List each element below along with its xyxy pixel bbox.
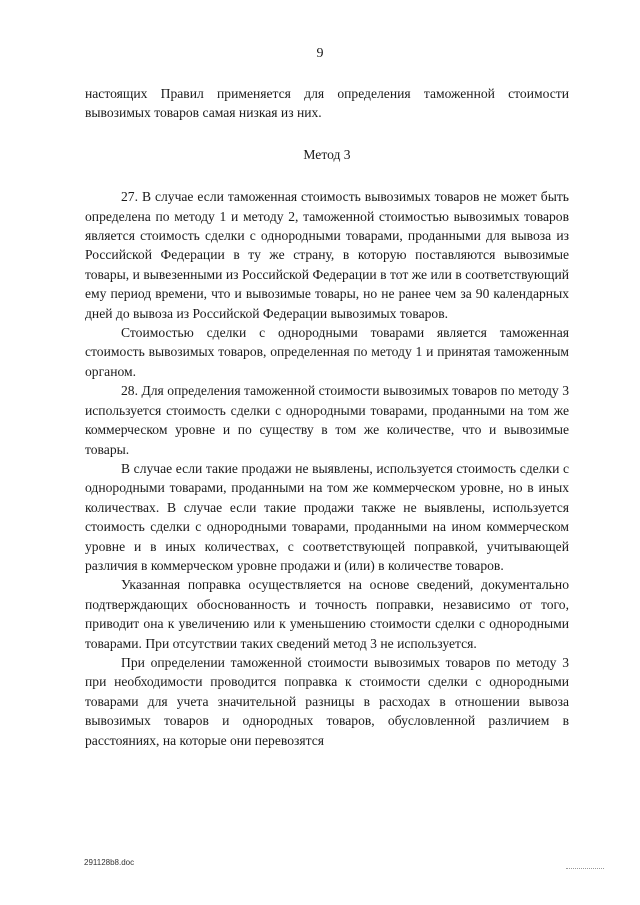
intro-paragraph: настоящих Правил применяется для определения таможенной стоимости вывозимых товаров самая низкая из них. — [85, 86, 569, 121]
footer-file-code: 291128b8.doc — [84, 858, 135, 867]
paragraph-28: 28. Для определения таможенной стоимости вывозимых товаров по методу 3 используется стоимость сделки с однородными товарами, проданными на том же коммерческом уровне и по существу в том же количестве, что и вывозимые товары. — [85, 383, 569, 457]
paragraph-28-adjustment: Указанная поправка осуществляется на основе сведений, документально подтверждающих обоснованность и точность поправки, независимо от того, приводит она к увеличению или к уменьшению стоимости сделки с однородными товарами. При отсутствии таких сведений метод 3 не используется. — [85, 577, 569, 651]
section-heading: Метод 3 — [303, 146, 351, 162]
scan-mark — [566, 868, 604, 869]
page-number: 9 — [316, 46, 324, 61]
paragraph-28-transport: При определении таможенной стоимости вывозимых товаров по методу 3 при необходимости проводится поправка к стоимости сделки с однородными товарами для учета значительной разницы в расходах в отношении вывоза вывозимых товаров и однородных товаров, обусловленной различием в расстояниях, на которые они перевозятся — [85, 654, 569, 748]
document-body — [85, 84, 569, 750]
paragraph-27-definition: Стоимостью сделки с однородными товарами является таможенная стоимость вывозимых товаров, определенная по методу 1 и принятая таможенным органом. — [85, 325, 569, 379]
paragraph-27: 27. В случае если таможенная стоимость вывозимых товаров не может быть определена по методу 1 и методу 2, таможенной стоимостью вывозимых товаров является стоимость сделки с однородными товарами, проданными для вывоза из Российской Федерации в ту же страну, в которую поставляются вывозимые товары, и вывезенными из Российской Федерации в тот же или в соответствующий ему период времени, что и вывозимые товары, но не ранее чем за 90 календарных дней до вывоза из Российской Федерации вывозимых товаров. — [85, 189, 569, 321]
paragraph-28-no-sales: В случае если такие продажи не выявлены, используется стоимость сделки с однородными товарами, проданными на том же коммерческом уровне, но в иных количествах. В случае если такие продажи также не выявлены, используется стоимость сделки с однородными товарами, проданными на ином коммерческом уровне и в иных количествах, с соответствующей поправкой, учитывающей различия в коммерческом уровне продажи и (или) в количестве товаров. — [85, 460, 569, 573]
